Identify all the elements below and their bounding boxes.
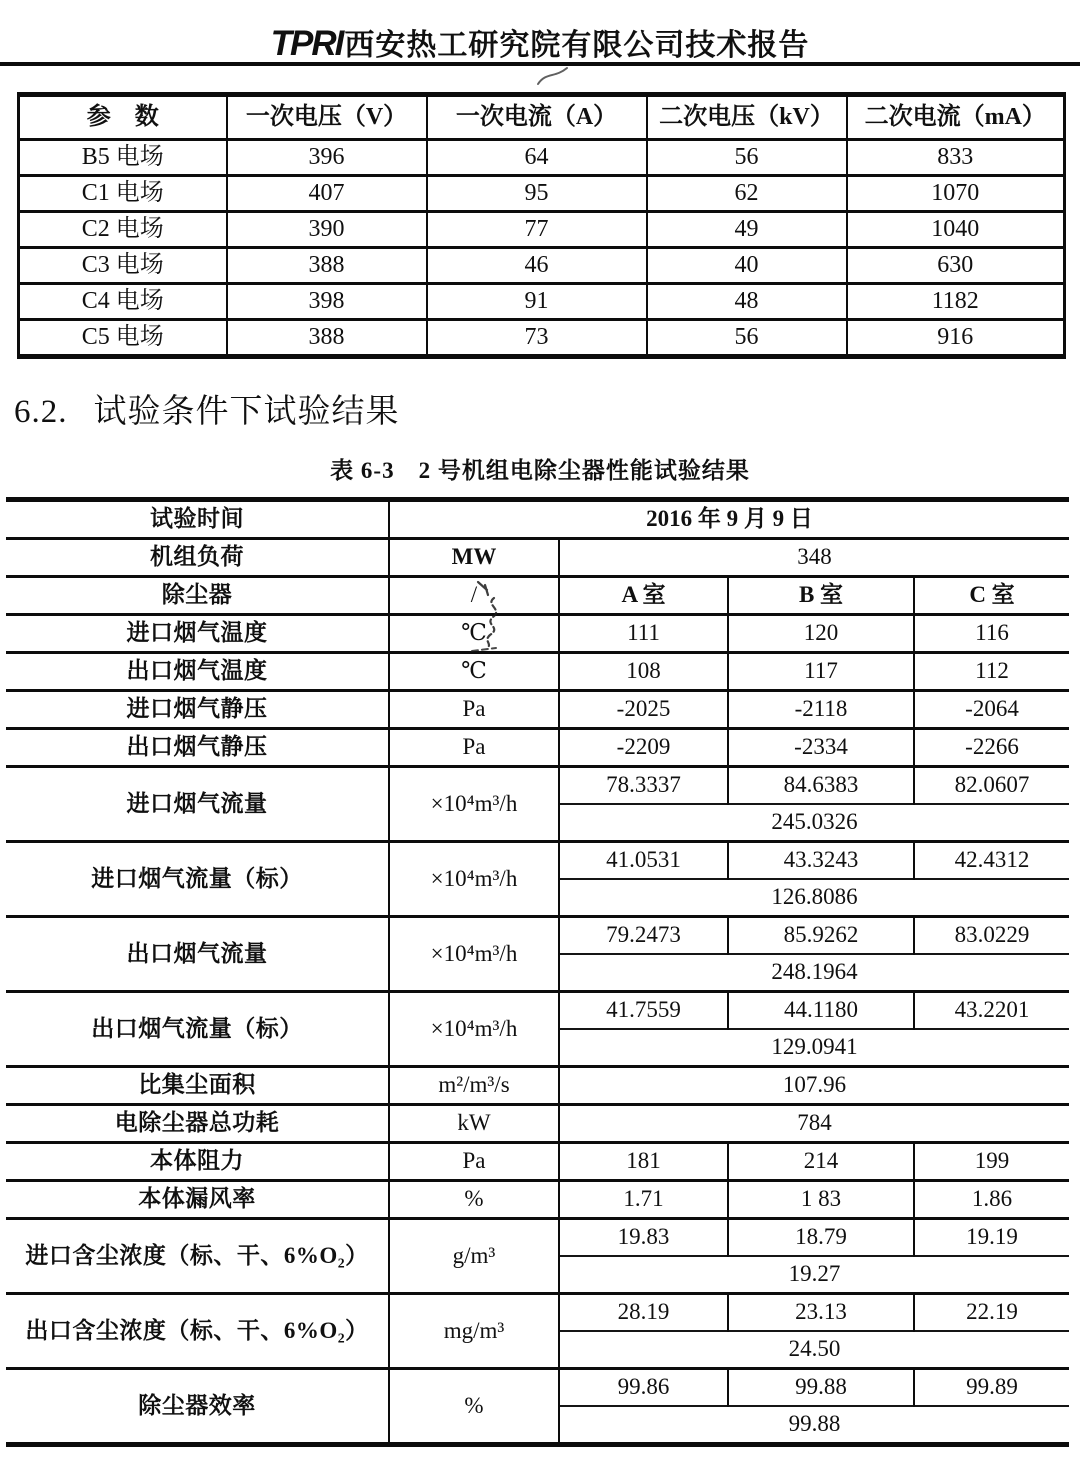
label-cell: 出口烟气静压 — [6, 729, 389, 767]
param-cell: C3 电场 — [19, 248, 227, 284]
report-header — [0, 0, 1080, 63]
value-cell-c: 43.2201 — [914, 992, 1069, 1030]
total-cell: 24.50 — [559, 1331, 1069, 1369]
value-cell: 73 — [427, 320, 647, 357]
value-cell-b: 43.3243 — [728, 842, 914, 880]
row-inlet-temp — [6, 615, 1069, 653]
label-cell: 除尘器效率 — [6, 1369, 389, 1445]
row-outlet-flow-std — [6, 992, 1069, 1030]
value-cell-a: -2209 — [559, 729, 728, 767]
unit-cell: ×10⁴m³/h — [389, 767, 559, 842]
label-cell: 进口烟气流量（标） — [6, 842, 389, 917]
value-cell-c: 99.89 — [914, 1369, 1069, 1407]
performance-results-table — [6, 497, 1069, 1447]
value-cell-c: 42.4312 — [914, 842, 1069, 880]
value-cell: 1040 — [847, 212, 1065, 248]
value-cell-c: 199 — [914, 1143, 1069, 1181]
label-cell: 进口烟气温度 — [6, 615, 389, 653]
row-air-leakage — [6, 1181, 1069, 1219]
value-cell: 46 — [427, 248, 647, 284]
tpri-logo: TPRI — [270, 24, 343, 63]
value-cell: 95 — [427, 176, 647, 212]
unit-cell: kW — [389, 1105, 559, 1143]
label-cell: 进口烟气静压 — [6, 691, 389, 729]
value-cell-a: 41.7559 — [559, 992, 728, 1030]
chamber-a-header: A 室 — [559, 577, 728, 615]
table-row — [19, 176, 1065, 212]
section-title: 试验条件下试验结果 — [93, 394, 400, 430]
value-cell-c: 1.86 — [914, 1181, 1069, 1219]
label-cell: 出口烟气温度 — [6, 653, 389, 691]
total-cell: 348 — [559, 539, 1069, 577]
value-cell: 64 — [427, 140, 647, 176]
param-cell: C1 电场 — [19, 176, 227, 212]
value-cell-a: 19.83 — [559, 1219, 728, 1257]
label-cell: 机组负荷 — [6, 539, 389, 577]
value-cell-c: 82.0607 — [914, 767, 1069, 805]
label-cell: 进口烟气流量 — [6, 767, 389, 842]
value-cell-b: 117 — [728, 653, 914, 691]
value-cell: 390 — [227, 212, 427, 248]
value-cell-a: 108 — [559, 653, 728, 691]
value-cell: 833 — [847, 140, 1065, 176]
value-cell: 91 — [427, 284, 647, 320]
label-cell: 出口含尘浓度（标、干、6%O₂） — [6, 1294, 389, 1369]
table-caption: 表 6-3 2 号机组电除尘器性能试验结果 — [330, 458, 750, 483]
value-cell-a: 1.71 — [559, 1181, 728, 1219]
value-cell-b: -2334 — [728, 729, 914, 767]
label-cell: 试验时间 — [6, 500, 389, 539]
value-cell: 1070 — [847, 176, 1065, 212]
value-cell-c: 116 — [914, 615, 1069, 653]
unit-cell: ℃ — [389, 653, 559, 691]
value-cell: 916 — [847, 320, 1065, 357]
row-chambers — [6, 577, 1069, 615]
param-cell: C4 电场 — [19, 284, 227, 320]
unit-cell: % — [389, 1369, 559, 1445]
label-cell: 除尘器 — [6, 577, 389, 615]
value-cell: 2016 年 9 月 9 日 — [389, 500, 1069, 539]
value-cell-a: 99.86 — [559, 1369, 728, 1407]
total-cell: 248.1964 — [559, 954, 1069, 992]
value-cell-a: -2025 — [559, 691, 728, 729]
param-cell: B5 电场 — [19, 140, 227, 176]
section-heading — [14, 385, 1080, 432]
label-cell: 进口含尘浓度（标、干、6%O₂） — [6, 1219, 389, 1294]
value-cell: 407 — [227, 176, 427, 212]
row-unit-load — [6, 539, 1069, 577]
value-cell-a: 41.0531 — [559, 842, 728, 880]
table-row — [19, 284, 1065, 320]
row-sca — [6, 1067, 1069, 1105]
unit-cell: MW — [389, 539, 559, 577]
row-outlet-temp — [6, 653, 1069, 691]
value-cell-a: 79.2473 — [559, 917, 728, 955]
value-cell: 62 — [647, 176, 847, 212]
value-cell-b: 85.9262 — [728, 917, 914, 955]
row-inlet-dust — [6, 1219, 1069, 1257]
value-cell: 398 — [227, 284, 427, 320]
col-header-param: 参 数 — [19, 95, 227, 140]
value-cell-c: -2064 — [914, 691, 1069, 729]
table1-header-row — [19, 95, 1065, 140]
value-cell-c: -2266 — [914, 729, 1069, 767]
total-cell: 107.96 — [559, 1067, 1069, 1105]
param-cell: C2 电场 — [19, 212, 227, 248]
chamber-c-header: C 室 — [914, 577, 1069, 615]
unit-cell: Pa — [389, 729, 559, 767]
value-cell-b: -2118 — [728, 691, 914, 729]
total-cell: 99.88 — [559, 1406, 1069, 1445]
total-cell: 126.8086 — [559, 879, 1069, 917]
row-outlet-dust — [6, 1294, 1069, 1332]
col-header-secondary-voltage: 二次电压（kV） — [647, 95, 847, 140]
label-cell: 比集尘面积 — [6, 1067, 389, 1105]
value-cell-b: 23.13 — [728, 1294, 914, 1332]
label-cell: 电除尘器总功耗 — [6, 1105, 389, 1143]
label-cell: 本体阻力 — [6, 1143, 389, 1181]
row-efficiency — [6, 1369, 1069, 1407]
total-cell: 245.0326 — [559, 804, 1069, 842]
value-cell: 77 — [427, 212, 647, 248]
row-outlet-flow — [6, 917, 1069, 955]
value-cell-b: 18.79 — [728, 1219, 914, 1257]
unit-cell: % — [389, 1181, 559, 1219]
value-cell-c: 19.19 — [914, 1219, 1069, 1257]
param-cell: C5 电场 — [19, 320, 227, 357]
unit-cell: ×10⁴m³/h — [389, 917, 559, 992]
table-row — [19, 248, 1065, 284]
value-cell: 396 — [227, 140, 427, 176]
value-cell-b: 214 — [728, 1143, 914, 1181]
unit-cell: m²/m³/s — [389, 1067, 559, 1105]
label-cell: 出口烟气流量 — [6, 917, 389, 992]
value-cell-b: 84.6383 — [728, 767, 914, 805]
value-cell-b: 99.88 — [728, 1369, 914, 1407]
row-inlet-pressure — [6, 691, 1069, 729]
unit-cell: ×10⁴m³/h — [389, 992, 559, 1067]
stray-pen-mark — [536, 64, 572, 88]
table-row — [19, 140, 1065, 176]
value-cell-c: 22.19 — [914, 1294, 1069, 1332]
label-cell: 出口烟气流量（标） — [6, 992, 389, 1067]
unit-cell: Pa — [389, 1143, 559, 1181]
total-cell: 784 — [559, 1105, 1069, 1143]
col-header-primary-current: 一次电流（A） — [427, 95, 647, 140]
report-title: 西安热工研究院有限公司技术报告 — [344, 29, 810, 62]
chamber-b-header: B 室 — [728, 577, 914, 615]
table-row — [19, 320, 1065, 357]
value-cell: 388 — [227, 248, 427, 284]
value-cell-a: 181 — [559, 1143, 728, 1181]
value-cell-c: 83.0229 — [914, 917, 1069, 955]
value-cell: 40 — [647, 248, 847, 284]
value-cell: 49 — [647, 212, 847, 248]
row-inlet-flow — [6, 767, 1069, 805]
value-cell-b: 44.1180 — [728, 992, 914, 1030]
value-cell: 1182 — [847, 284, 1065, 320]
row-body-resistance — [6, 1143, 1069, 1181]
total-cell: 129.0941 — [559, 1029, 1069, 1067]
table-row — [19, 212, 1065, 248]
row-test-time — [6, 500, 1069, 539]
value-cell: 56 — [647, 140, 847, 176]
col-header-secondary-current: 二次电流（mA） — [847, 95, 1065, 140]
value-cell: 56 — [647, 320, 847, 357]
value-cell-a: 28.19 — [559, 1294, 728, 1332]
unit-cell: ℃ — [389, 615, 559, 653]
unit-cell: / — [389, 577, 559, 615]
unit-cell: Pa — [389, 691, 559, 729]
section-number: 6.2. — [14, 394, 68, 430]
unit-cell: ×10⁴m³/h — [389, 842, 559, 917]
value-cell-b: 1 83 — [728, 1181, 914, 1219]
value-cell-c: 112 — [914, 653, 1069, 691]
value-cell: 48 — [647, 284, 847, 320]
row-outlet-pressure — [6, 729, 1069, 767]
row-power — [6, 1105, 1069, 1143]
value-cell-a: 111 — [559, 615, 728, 653]
col-header-primary-voltage: 一次电压（V） — [227, 95, 427, 140]
unit-cell: mg/m³ — [389, 1294, 559, 1369]
value-cell-a: 78.3337 — [559, 767, 728, 805]
electrical-parameters-table — [17, 92, 1066, 359]
label-cell: 本体漏风率 — [6, 1181, 389, 1219]
unit-cell: g/m³ — [389, 1219, 559, 1294]
row-inlet-flow-std — [6, 842, 1069, 880]
value-cell-b: 120 — [728, 615, 914, 653]
total-cell: 19.27 — [559, 1256, 1069, 1294]
value-cell: 630 — [847, 248, 1065, 284]
value-cell: 388 — [227, 320, 427, 357]
